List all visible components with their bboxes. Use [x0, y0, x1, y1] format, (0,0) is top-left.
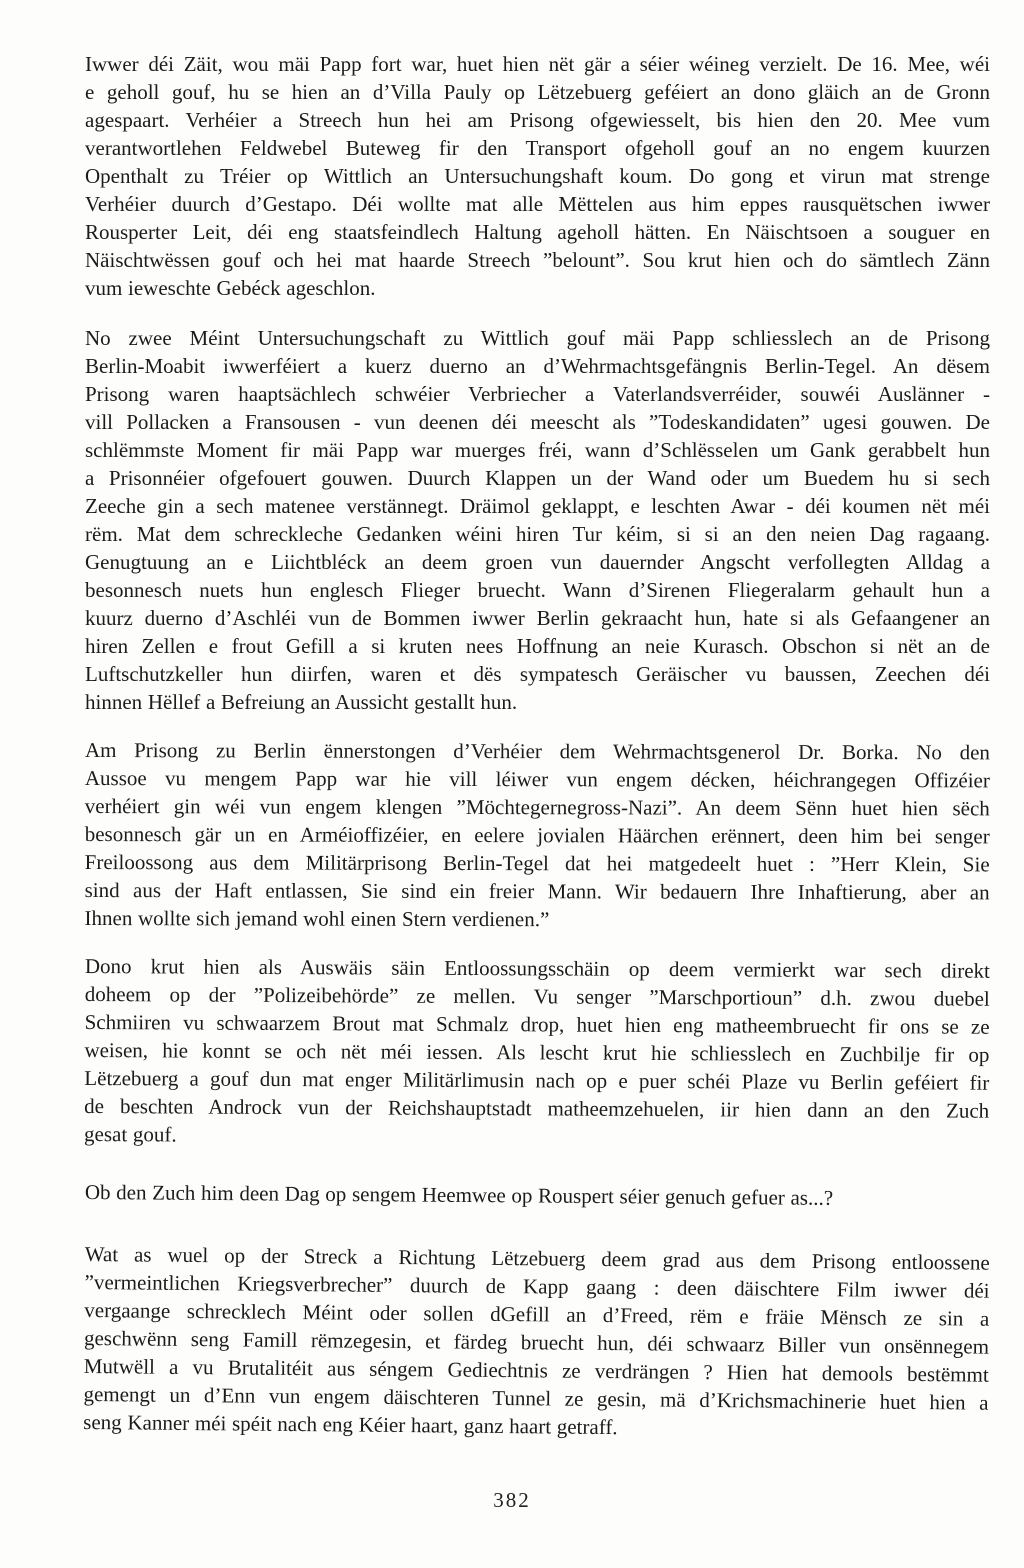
text-line: geschwënn seng Famill rëmzegesin, et färdeg bruecht hun, déi schwaarz Biller vun onsënnegem	[83, 1325, 990, 1359]
text-line: rëm. Mat dem schreckleche Gedanken wéini hiren Tur kéim, si si an den neien Dag ragaang.	[85, 522, 990, 546]
text-line: Prisong waren haaptsächlech schwéier Verbriecher a Vaterlandsverréider, souwéi Auslänner -	[85, 382, 990, 406]
paragraph-2	[85, 324, 990, 716]
text-line: agespaart. Verhéier a Streech hun hei am Prisong ofgewiesselt, bis hien den 20. Mee vum	[85, 108, 990, 132]
text-line: doheem op der ”Polizeibehörde” ze mellen. Vu senger ”Marschportioun” d.h. zwou duebel	[84, 981, 990, 1011]
text-line: Berlin-Moabit iwwerféiert a kuerz duerno an d’Wehrmachtsgefängnis Berlin-Tegel. An dësem	[85, 354, 990, 378]
paragraph-5	[85, 1178, 990, 1213]
text-line: hiren Zellen e frout Gefill a si kruten nees Hoffnung an neie Kurasch. Obschon si nët an de	[85, 634, 990, 658]
text-line: vill Pollacken a Fransousen - vun deenen déi meescht als ”Todeskandidaten” ugesi gouwen. De	[85, 410, 990, 434]
text-line: Ob den Zuch him deen Dag op sengem Heemwee op Rouspert séier genuch gefuer as...?	[84, 1179, 834, 1210]
text-line: Iwwer déi Zäit, wou mäi Papp fort war, huet hien nët gär a séier wéineg verzielt. De 16. Mee, wéi	[85, 52, 990, 76]
text-line: vergaange schrecklech Méint oder sollen dGefill an d’Freed, rëm e fräie Mënsch ze sin a	[84, 1297, 990, 1331]
text-line: seng Kanner méi spéit nach eng Kéier haart, ganz haart getraff.	[83, 1409, 618, 1440]
page-number: 382	[493, 1488, 531, 1512]
text-line: besonnesch gär un en Arméioffizéier, en eelere jovialen Häärchen erënnert, deen him bei senger	[84, 821, 990, 849]
text-line: kuurz duerno d’Aschléi vun de Bommen iwwer Berlin gekraacht hun, hate si als Gefaangener an	[85, 606, 990, 630]
text-line: Ihnen wollte sich jemand wohl einen Stern verdienen.”	[84, 905, 550, 932]
text-line: Aussoe vu mengem Papp war hie vill léiwer vun engem décken, héichrangegen Offizéier	[84, 765, 990, 793]
text-block	[85, 50, 990, 1458]
paragraph-4	[84, 952, 990, 1153]
text-line: schlëmmste Moment fir mäi Papp war muerges fréi, wann d’Schlësselen um Gank gerabbelt hun	[85, 438, 990, 462]
text-line: Genugtuung an e Liichtbléck an deem groen vun dauernder Angscht verfollegten Alldag a	[85, 550, 990, 574]
text-line: Am Prisong zu Berlin ënnerstongen d’Verhéier dem Wehrmachtsgenerol Dr. Borka. No den	[84, 738, 990, 765]
text-line: Verhéier duurch d’Gestapo. Déi wollte mat alle Mëttelen aus him eppes rausquëtschen iwwer	[85, 192, 990, 216]
text-line: gesat gouf.	[83, 1121, 177, 1147]
text-line: Näischtwëssen gouf och hei mat haarde Streech ”belount”. Sou krut hien och do sämtlech Zänn	[85, 248, 990, 272]
text-line: Freiloossong aus dem Militärprisong Berlin-Tegel dat hei matgedeelt huet : ”Herr Klein, Sie	[84, 849, 990, 877]
text-line: vum ieweschte Gebéck ageschlon.	[85, 276, 376, 300]
text-line: Mutwëll a vu Brutalitéit aus séngem Gediechtnis ze verdrängen ? Hien hat demools bestëmmt	[83, 1353, 989, 1387]
text-line: Wat as wuel op der Streck a Richtung Lëtzebuerg deem grad aus dem Prisong entloossene	[84, 1241, 990, 1275]
paragraph-6	[83, 1240, 990, 1445]
text-line: sind aus der Haft entlassen, Sie sind ein freier Mann. Wir bedauern Ihre Inhaftierung, aber an	[84, 877, 990, 905]
text-line: Schmiiren vu schwaarzem Brout mat Schmalz drop, huet hien eng matheembruecht fir ons se ze	[84, 1009, 990, 1039]
text-line: No zwee Méint Untersuchungschaft zu Wittlich gouf mäi Papp schliesslech an de Prisong	[85, 326, 990, 350]
text-line: gemengt un d’Enn vun engem däischteren Tunnel ze gesin, mä d’Krichsmachinerie huet hien a	[83, 1381, 989, 1415]
paragraph-1	[85, 50, 990, 302]
text-line: verhéiert gin wéi vun engem klengen ”Möchtegernegross-Nazi”. An deem Sënn huet hien sëch	[84, 793, 990, 821]
text-line: Zeeche gin a sech matenee verstännegt. Dräimol geklappt, e leschten Awar - déi koumen nët méi	[85, 494, 990, 518]
text-line: Rousperter Leit, déi eng staatsfeindlech Haltung ageholl hätten. En Näischtsoen a souguer en	[85, 220, 990, 244]
paragraph-3	[84, 736, 990, 934]
text-line: a Prisonnéier ofgefouert gouwen. Duurch Klappen un der Wand oder um Buedem hu si sech	[85, 466, 990, 490]
text-line: verantwortlehen Feldwebel Buteweg fir den Transport ofgeholl gouf an no engem kuurzen	[85, 136, 990, 160]
text-line: Openthalt zu Tréier op Wittlich an Untersuchungshaft koum. Do gong et virun mat strenge	[85, 164, 990, 188]
text-line: Dono krut hien als Auswäis säin Entloossungsschäin op deem vermierkt war sech direkt	[84, 954, 990, 983]
text-line: e geholl gouf, hu se hien an d’Villa Pauly op Lëtzebuerg geféiert an dono gläich an de Gronn	[85, 80, 990, 104]
text-line: ”vermeintlichen Kriegsverbrecher” duurch de Kapp gaang : deen däischtere Film iwwer déi	[84, 1269, 990, 1303]
text-line: de beschten Androck vun der Reichshauptstadt matheemzehuelen, iir hien dann an den Zuch	[84, 1093, 990, 1123]
text-line: hinnen Hëllef a Befreiung an Aussicht gestallt hun.	[85, 690, 518, 714]
text-line: Luftschutzkeller hun diirfen, waren et dës sympatesch Geräischer vu baussen, Zeechen déi	[85, 662, 990, 686]
text-line: weisen, hie konnt se och nët méi iessen. Als lescht krut hie schliesslech en Zuchbilje fir op	[84, 1037, 990, 1067]
text-line: besonnesch nuets hun englesch Flieger bruecht. Wann d’Sirenen Fliegeralarm gehault hun a	[85, 578, 990, 602]
text-line: Lëtzebuerg a gouf dun mat enger Militärlimusin nach op e puer schéi Plaze vu Berlin geféiert fir	[84, 1065, 990, 1095]
